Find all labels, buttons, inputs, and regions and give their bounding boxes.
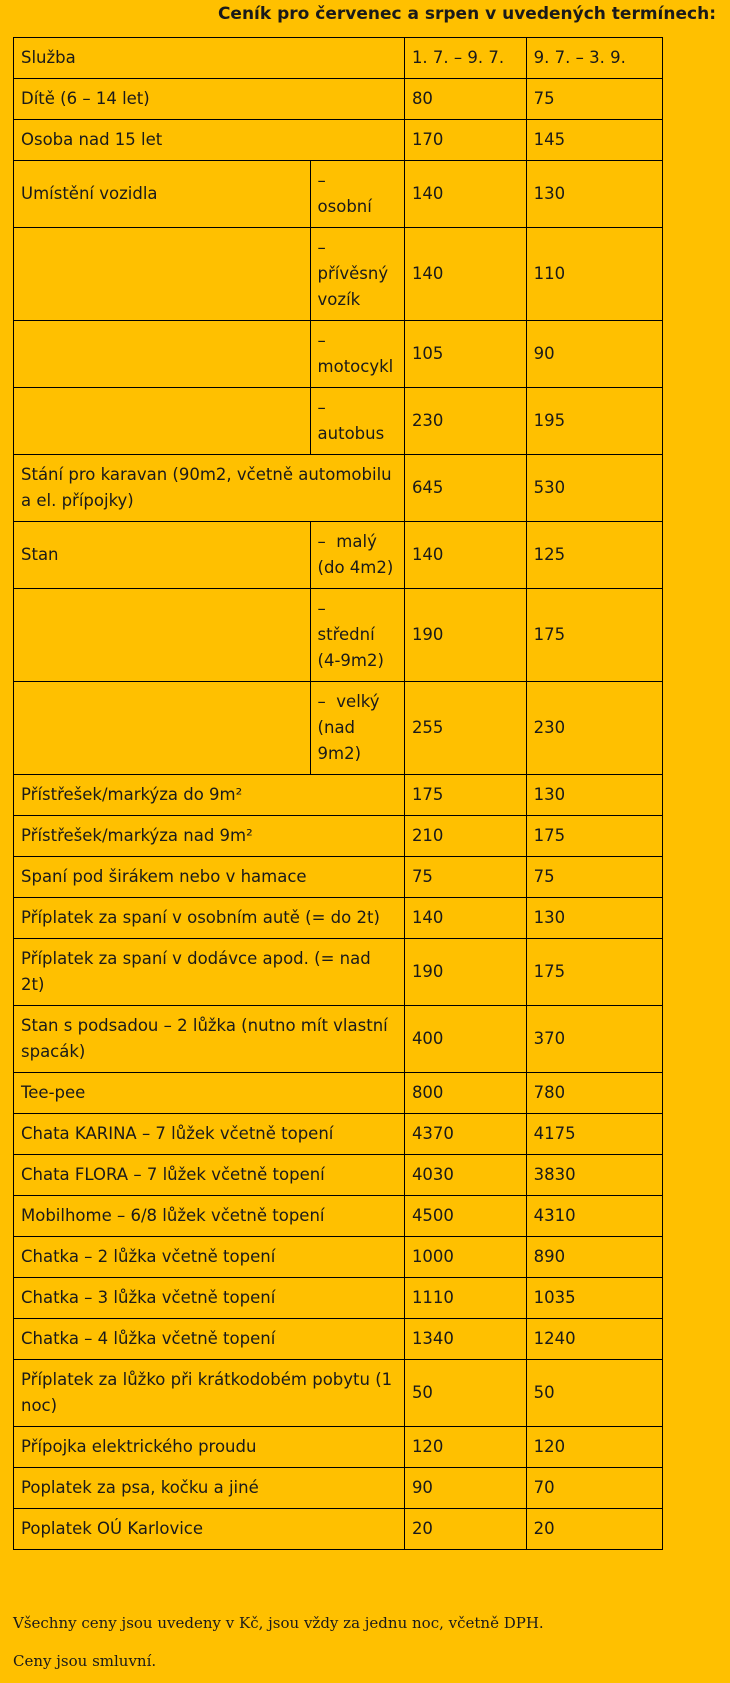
price-period-2: 110 [526,228,662,321]
service-name: Stan s podsadou – 2 lůžka (nutno mít vlastní spacák) [14,1006,405,1073]
service-name: Příplatek za spaní v dodávce apod. (= nad 2t) [14,939,405,1006]
subcategory-label: střední (4-9m2) [317,625,384,670]
service-name: Chata FLORA – 7 lůžek včetně topení [14,1155,405,1196]
price-period-2: 1035 [526,1278,662,1319]
note-prices-info: Všechny ceny jsou uvedeny v Kč, jsou vždy za jednu noc, včetně DPH. [13,1614,544,1632]
price-period-2: 195 [526,388,662,455]
service-name: Spaní pod širákem nebo v hamace [14,857,405,898]
price-period-1: 645 [404,455,526,522]
subcategory-label: autobus [317,424,385,443]
empty-cell [14,321,311,388]
subcategory-dash: – [317,398,326,417]
service-name: Přístřešek/markýza do 9m² [14,775,405,816]
table-row [14,161,663,228]
service-subcategory [310,682,404,775]
price-period-1: 140 [404,228,526,321]
price-period-1: 1110 [404,1278,526,1319]
subcategory-label: velký (nad 9m2) [317,692,380,763]
price-period-2: 4175 [526,1114,662,1155]
table-row [14,682,663,775]
price-period-1: 140 [404,898,526,939]
service-subcategory [310,589,404,682]
service-name: Přípojka elektrického proudu [14,1427,405,1468]
service-name: Chatka – 2 lůžka včetně topení [14,1237,405,1278]
table-row [14,1155,663,1196]
price-period-1: 20 [404,1509,526,1550]
price-period-1: 1340 [404,1319,526,1360]
subcategory-dash: – [317,238,326,257]
price-period-1: 230 [404,388,526,455]
subcategory-dash: – [317,599,326,618]
service-name: Stan [14,522,311,589]
price-period-2: 175 [526,939,662,1006]
price-period-1: 120 [404,1427,526,1468]
price-table [13,37,663,1550]
table-row [14,1278,663,1319]
table-row [14,1509,663,1550]
price-period-2: 50 [526,1360,662,1427]
price-period-2: 175 [526,589,662,682]
table-header-row [14,38,663,79]
service-name: Mobilhome – 6/8 lůžek včetně topení [14,1196,405,1237]
price-period-2: 230 [526,682,662,775]
table-row [14,455,663,522]
price-period-2: 530 [526,455,662,522]
price-period-1: 800 [404,1073,526,1114]
subcategory-dash: – [317,532,326,551]
service-name: Přístřešek/markýza nad 9m² [14,816,405,857]
table-row [14,1006,663,1073]
subcategory-label: malý (do 4m2) [317,532,394,577]
service-subcategory [310,321,404,388]
subcategory-dash: – [317,331,326,350]
price-period-2: 75 [526,857,662,898]
service-name: Poplatek OÚ Karlovice [14,1509,405,1550]
table-row [14,1319,663,1360]
table-row [14,1360,663,1427]
subcategory-label: motocykl [317,357,394,376]
table-row [14,1196,663,1237]
price-period-2: 145 [526,120,662,161]
table-row [14,321,663,388]
table-row [14,1427,663,1468]
price-period-2: 20 [526,1509,662,1550]
table-row [14,1073,663,1114]
empty-cell [14,682,311,775]
price-period-1: 50 [404,1360,526,1427]
price-period-2: 1240 [526,1319,662,1360]
price-period-2: 370 [526,1006,662,1073]
column-header-period-2: 9. 7. – 3. 9. [526,38,662,79]
price-period-1: 1000 [404,1237,526,1278]
empty-cell [14,228,311,321]
service-subcategory [310,522,404,589]
price-period-2: 75 [526,79,662,120]
service-name: Umístění vozidla [14,161,311,228]
subcategory-dash: – [317,692,326,711]
service-subcategory [310,388,404,455]
note-negotiable: Ceny jsou smluvní. [13,1652,157,1670]
price-period-1: 140 [404,522,526,589]
price-period-1: 190 [404,589,526,682]
table-row [14,228,663,321]
empty-cell [14,589,311,682]
table-row [14,1114,663,1155]
table-row [14,1237,663,1278]
price-period-2: 175 [526,816,662,857]
price-period-1: 4500 [404,1196,526,1237]
price-period-2: 90 [526,321,662,388]
table-row [14,939,663,1006]
table-row [14,857,663,898]
price-period-1: 400 [404,1006,526,1073]
table-row [14,79,663,120]
service-subcategory [310,228,404,321]
table-row [14,522,663,589]
price-period-2: 130 [526,775,662,816]
column-header-period-1: 1. 7. – 9. 7. [404,38,526,79]
price-period-2: 70 [526,1468,662,1509]
price-period-1: 210 [404,816,526,857]
service-name: Chatka – 4 lůžka včetně topení [14,1319,405,1360]
service-name: Tee-pee [14,1073,405,1114]
service-name: Příplatek za spaní v osobním autě (= do 2t) [14,898,405,939]
price-list-heading: Ceník pro červenec a srpen v uvedených termínech: [217,4,716,24]
subcategory-label: osobní [317,197,372,216]
service-subcategory [310,161,404,228]
price-period-1: 105 [404,321,526,388]
price-period-1: 4370 [404,1114,526,1155]
price-period-1: 255 [404,682,526,775]
price-period-1: 170 [404,120,526,161]
price-period-1: 190 [404,939,526,1006]
service-name: Poplatek za psa, kočku a jiné [14,1468,405,1509]
service-name: Stání pro karavan (90m2, včetně automobilu a el. přípojky) [14,455,405,522]
price-period-2: 780 [526,1073,662,1114]
table-row [14,775,663,816]
table-row [14,816,663,857]
table-row [14,388,663,455]
service-name: Osoba nad 15 let [14,120,405,161]
subcategory-dash: – [317,171,326,190]
price-period-1: 140 [404,161,526,228]
service-name: Chatka – 3 lůžka včetně topení [14,1278,405,1319]
column-header-service: Služba [14,38,405,79]
service-name: Příplatek za lůžko při krátkodobém pobytu (1 noc) [14,1360,405,1427]
price-period-2: 130 [526,161,662,228]
price-period-1: 90 [404,1468,526,1509]
price-period-2: 120 [526,1427,662,1468]
price-period-2: 125 [526,522,662,589]
empty-cell [14,388,311,455]
price-period-2: 130 [526,898,662,939]
subcategory-label: přívěsný vozík [317,264,389,309]
price-period-2: 890 [526,1237,662,1278]
price-period-1: 175 [404,775,526,816]
service-name: Dítě (6 – 14 let) [14,79,405,120]
table-row [14,1468,663,1509]
service-name: Chata KARINA – 7 lůžek včetně topení [14,1114,405,1155]
price-period-2: 4310 [526,1196,662,1237]
table-row [14,898,663,939]
table-row [14,589,663,682]
price-period-2: 3830 [526,1155,662,1196]
price-period-1: 75 [404,857,526,898]
table-row [14,120,663,161]
price-period-1: 80 [404,79,526,120]
price-period-1: 4030 [404,1155,526,1196]
